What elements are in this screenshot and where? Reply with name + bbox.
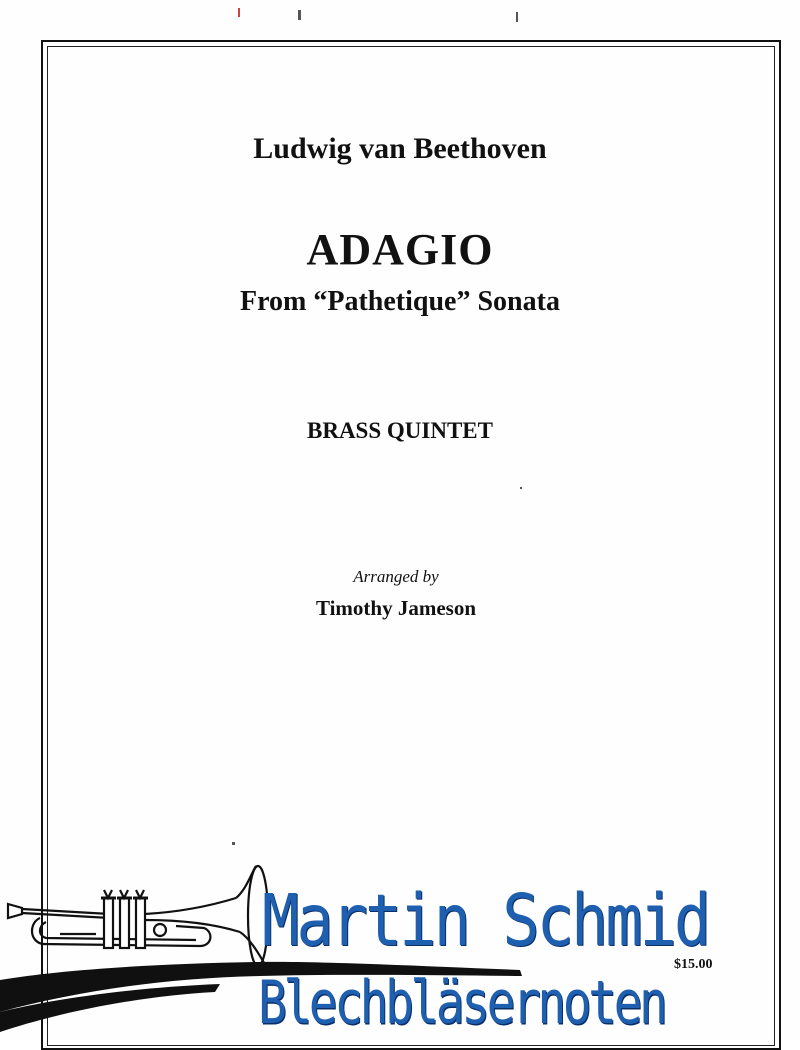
scan-speck bbox=[516, 12, 518, 22]
arranger-name: Timothy Jameson bbox=[315, 596, 477, 620]
composer-name: Ludwig van Beethoven bbox=[253, 132, 547, 165]
scan-speck bbox=[238, 8, 240, 17]
scan-speck bbox=[520, 487, 522, 489]
price-label: $15.00 bbox=[674, 957, 713, 972]
piece-title: ADAGIO bbox=[306, 225, 494, 274]
scan-speck bbox=[298, 10, 301, 20]
publisher-name: Martin Schmid bbox=[262, 878, 709, 963]
trumpet-icon bbox=[8, 866, 268, 966]
ensemble-label: BRASS QUINTET bbox=[307, 418, 493, 443]
scan-speck bbox=[232, 842, 235, 845]
piece-subtitle: From “Pathetique” Sonata bbox=[240, 286, 560, 317]
arranged-by-label: Arranged by bbox=[353, 567, 439, 586]
publisher-tagline: Blechbläsernoten bbox=[258, 968, 665, 1038]
